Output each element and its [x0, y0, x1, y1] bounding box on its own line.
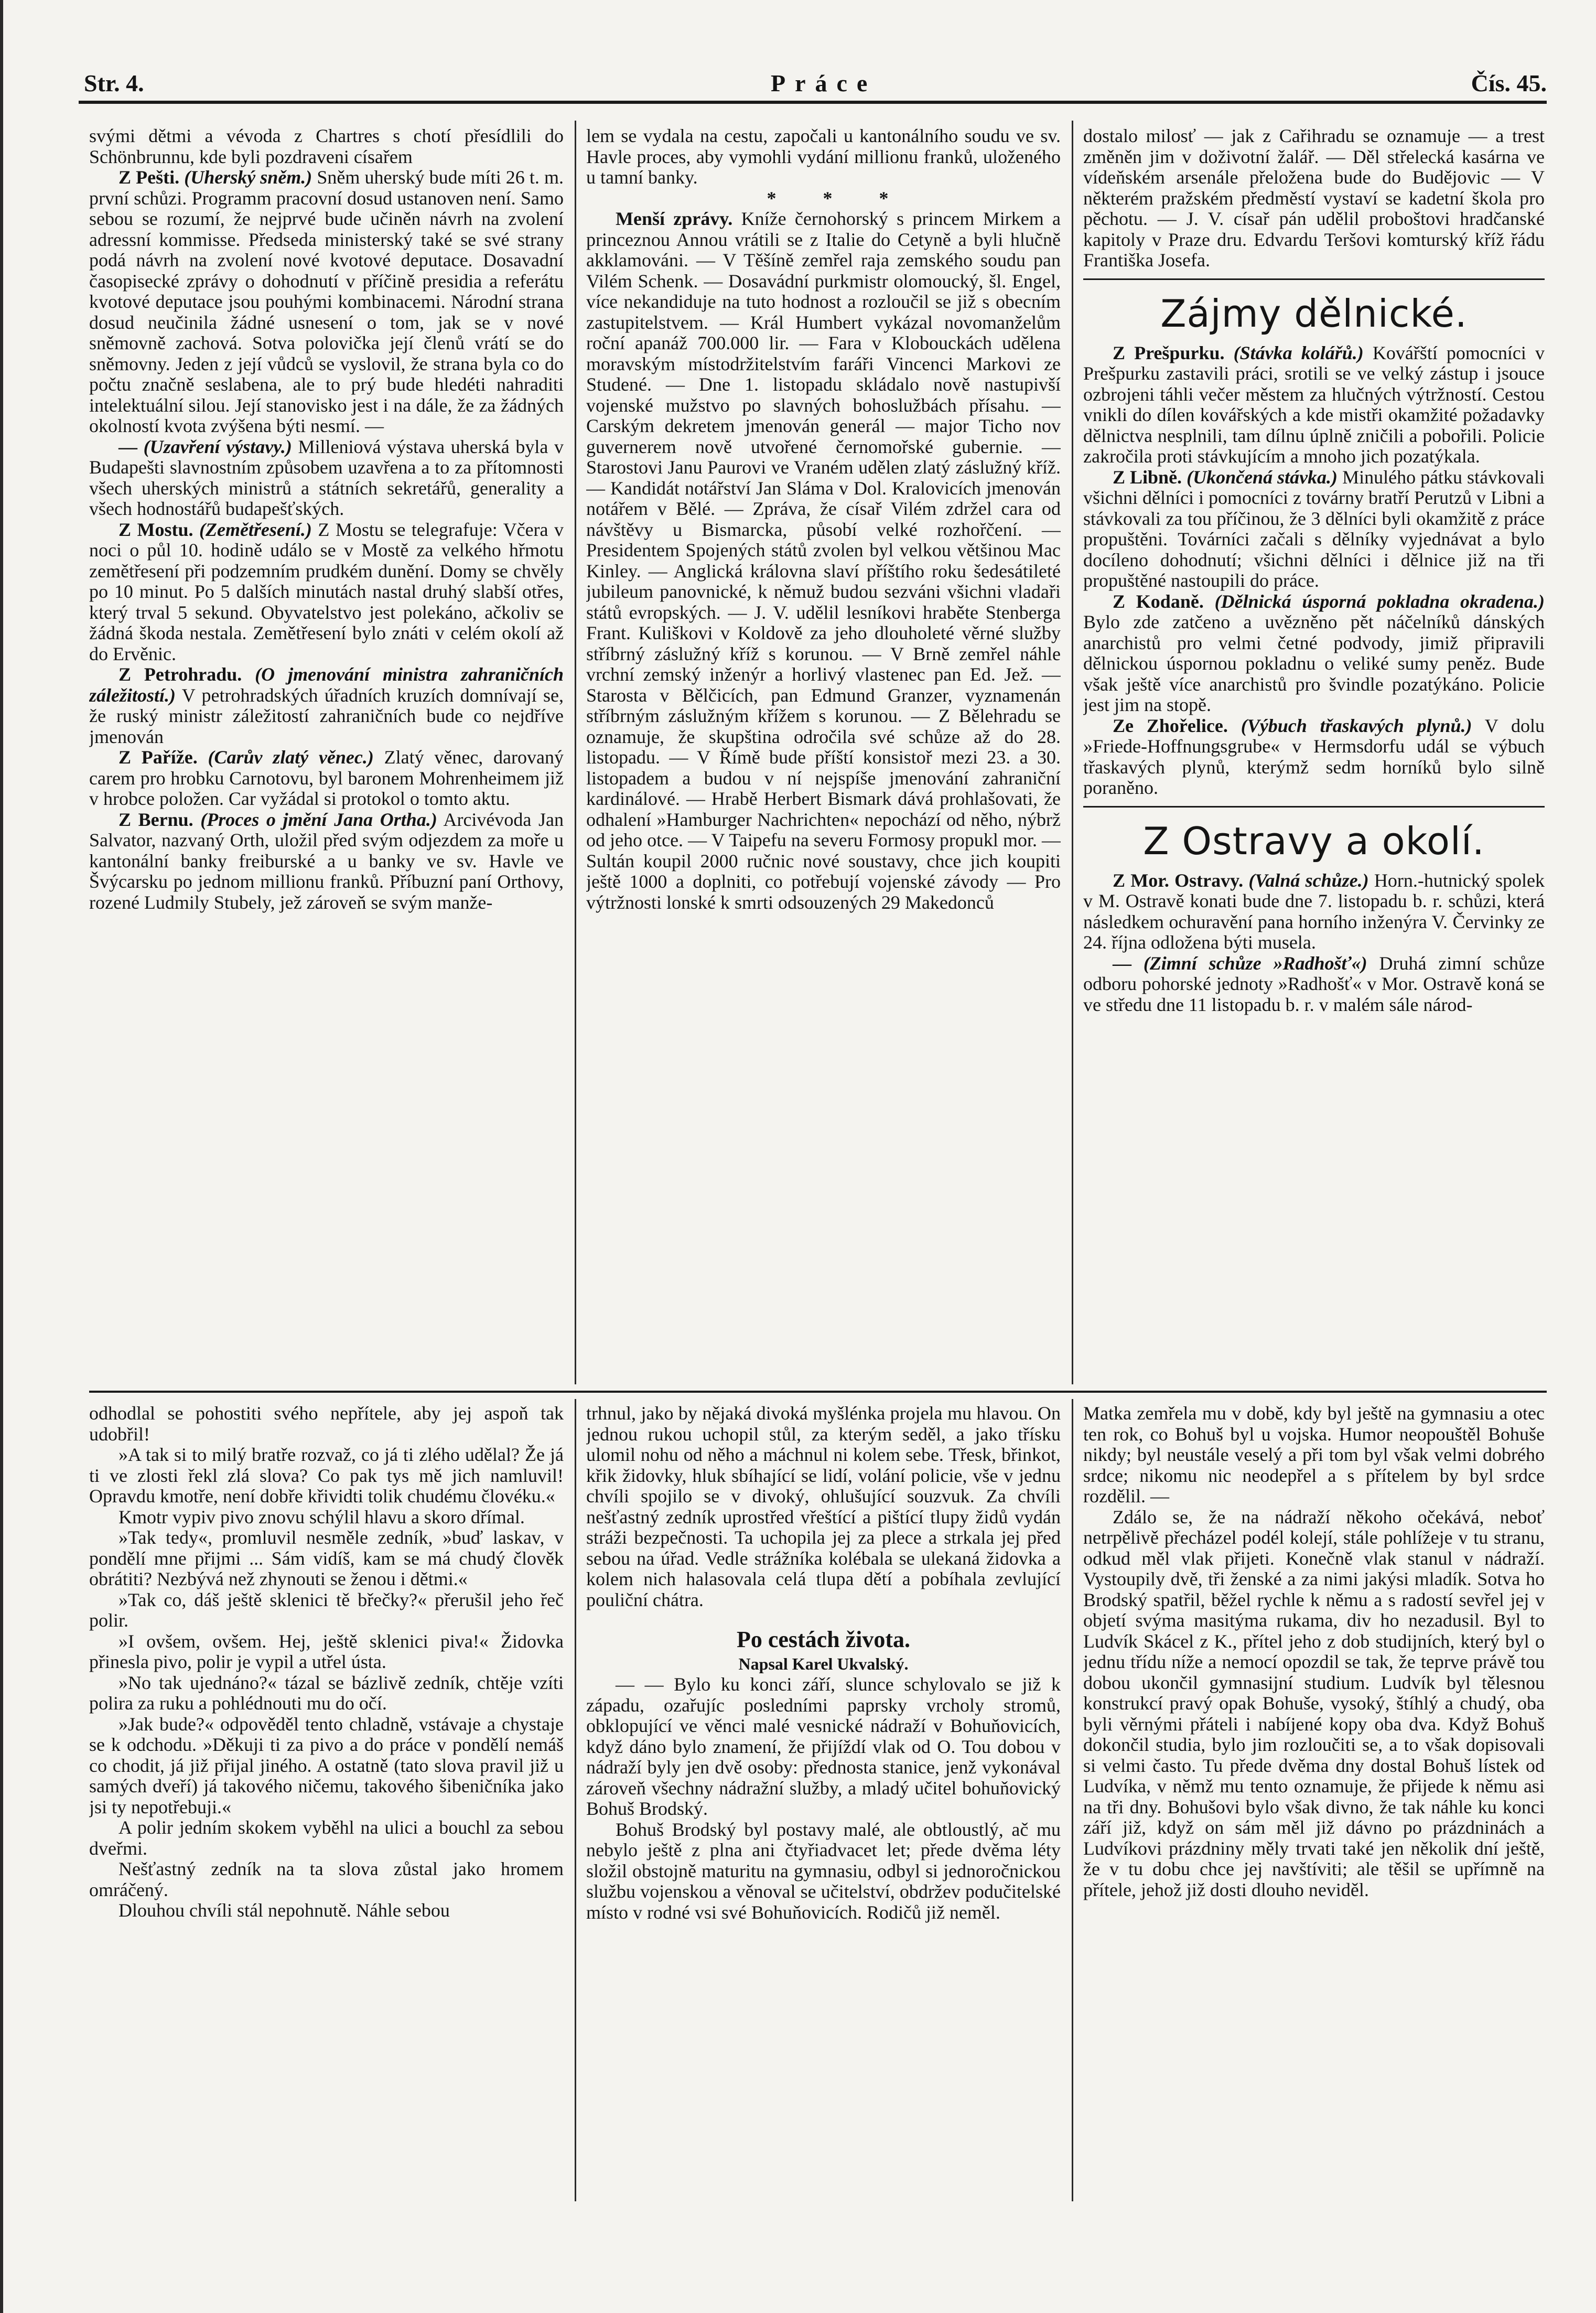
story-paragraph: »I ovšem, ovšem. Hej, ještě sklenici piva!« Židovka přinesla pivo, polir je vypil a utřel ústa. — [89, 1630, 564, 1672]
story-paragraph: »Tak co, dáš ještě sklenici tě břečky?« přerušil jeho řeč polir. — [89, 1589, 564, 1631]
news-item-text: lem se vydala na cestu, započali u kantonálního soudu ve sv. Havle proces, aby vymohli vydání millionu franků, uloženého u tamní banky. — [586, 126, 1061, 188]
news-item-text: Milleniová výstava uherská byla v Budapešti slavnostním způsobem uzavřena a to za přítomnosti všech uherských ministrů a státních sekretářů, generality a všech hodnostářů budapešťských. — [89, 436, 564, 519]
issue-number: Čís. 45. — [1471, 70, 1547, 96]
news-item-title: (Uherský sněm.) — [184, 167, 312, 188]
news-item-text: Horn.-hutnický spolek v M. Ostravě konati bude dne 7. listopadu b. r. schůzi, která následkem ochuravění pana horního inženýra V. Červinky ze 24. října odložena býti musela. — [1083, 869, 1545, 953]
story-byline: Napsal Karel Ukvalský. — [738, 1654, 909, 1673]
news-item-title: (Valná schůze.) — [1248, 869, 1369, 891]
news-item-title: (Carův zlatý věnec.) — [208, 747, 374, 768]
news-item-dateline: — — [118, 436, 137, 457]
news-item-text: Zlatý věnec, darovaný carem pro hrobku Carnotovu, byl baronem Mohrenheimem již v hrobce položen. Car vyžádal si protokol o tomto aktu. — [89, 747, 564, 809]
story-divider-rule — [89, 1391, 1547, 1393]
column-divider-2 — [1072, 121, 1073, 1384]
page-header — [84, 69, 1547, 101]
news-column-3 — [1083, 126, 1545, 1384]
news-item-text: Z Mostu se telegrafuje: Včera v noci o půl 10. hodině událo se v Mostě za velkého hřmotu zemětřesení při podzemním prudkém dunění. Domy se chvěly po 10 minut. Po 5 dalších minutách nastal druhý slabší otřes, který trval 5 sekund. Obyvatelstvo jest polekáno, ačkoliv se žádná škoda nestala. Zemětřesení bylo znáti v celém okolí až do Ervěnic. — [89, 519, 564, 664]
news-item — [1083, 591, 1545, 716]
news-item-text: Sněm uherský bude míti 26 t. m. první schůzi. Programm pracovní dosud ustanoven není. Samo sebou se rozumí, že nejprvé bude učiněn návrh na zvolení adressní kommisse. Předseda ministerský také se své strany podá návrh na zvolení nové kvotové deputace. Dosavadní časopisecké zprávy o dohodnutí v příčině presidia a referátu kvotové deputace jsou pouhými kombinacemi. Národní strana dosud neučinila žádné usnesení o tom, jak se v nové sněmovně zachová. Sotva polovička její členů vrátí se do sněmovny. Jeden z její vůdců se vyslovil, že strana byla co do počtu značně seslabena, ale to prý bude hledéti nahraditi intelektuální silou. Její stanovisko jest i na dále, že za žádných okolností kvota zvýšena býti nesmí. — — [89, 167, 564, 436]
news-item-dateline: — — [1113, 952, 1131, 974]
news-item-dateline: Z Mor. Ostravy. — [1113, 869, 1244, 891]
story-paragraph: »Tak tedy«, promluvil nesměle zedník, »buď laskav, v pondělí mne přijmi ... Sám vidíš, kam se má chudý člověk obrátiti? Nezbývá než zhynouti se ženou i dětmi.« — [89, 1527, 564, 1589]
section-rule — [1083, 278, 1545, 280]
story-paragraph: trhnul, jako by nějaká divoká myšlénka projela mu hlavou. On jednou rukou uchopil stůl, za kterým seděl, a jako třísku ulomil nohu od něho a máchnul ni kolem sebe. Třesk, břinkot, křik židovky, hluk sbíhající se lidí, volání policie, vše v jednu chvíli spojilo se v divoký, ohlušující souzvuk. Za chvíli nešťastný zedník uprostřed vřeštící a pištící tlupy židů vydán stráži bezpečnosti. Ta uchopila jej za plece a strkala jej před sebou na úřad. Vedle strážníka kolébala se ulekaná židovka a kolem nich halasovala celá tlupa dětí a pobíhala zevlující pouliční chátra. — [586, 1403, 1061, 1610]
story-paragraph: Nešťastný zedník na ta slova zůstal jako hromem omráčený. — [89, 1858, 564, 1900]
column-divider-1 — [575, 121, 576, 1384]
news-item — [1083, 953, 1545, 1016]
news-item-dateline: Z Kodaně. — [1113, 590, 1204, 612]
news-item-title: (Uzavření výstavy.) — [143, 436, 292, 457]
news-item-dateline: Z Petrohradu. — [118, 664, 242, 685]
story-column-left — [89, 1403, 564, 2200]
news-item-text: Bylo zde zatčeno a uvězněno pět náčelníků dánských anarchistů pro velmi četné podvody, jimiž připravili dělnickou úspornou pokladnu o veliké sumy peněz. Bude však ještě více anarchistů pro švindle pozatýkáno. Policie jest jim na stopě. — [1083, 611, 1545, 715]
news-item — [586, 209, 1061, 913]
news-item-title: (Zimní schůze »Radhošť«) — [1143, 952, 1367, 974]
header-rule — [79, 101, 1547, 104]
news-item — [1083, 467, 1545, 591]
column-divider-4 — [1072, 1399, 1073, 2201]
story-title: Po cestách života. — [736, 1627, 911, 1652]
story-column-middle — [586, 1403, 1061, 2200]
news-item-text: Druhá zimní schůze odboru pohorské jednoty »Radhošť« v Mor. Ostravě koná se ve středu dne 11 listopadu b. r. v malém sále národ- — [1083, 952, 1545, 1015]
news-item-title: (Dělnická úsporná pokladna okradena.) — [1214, 590, 1545, 612]
news-item-text: svými dětmi a vévoda z Chartres s chotí přesídlili do Schönbrunnu, kde byli pozdraveni císařem — [89, 126, 564, 167]
news-item-dateline: Z Bernu. — [118, 809, 193, 830]
story-paragraph: Kmotr vypiv pivo znovu schýlil hlavu a skoro dřímal. — [118, 1506, 525, 1527]
news-item — [89, 810, 564, 913]
news-item — [89, 664, 564, 747]
news-column-1 — [89, 126, 564, 1384]
story-paragraph: Bohuš Brodský byl postavy malé, ale obtloustlý, ač mu nebylo ještě z plna ani čtyřiadvacet let; přede dvěma léty složil obstojně maturitu na gymnasiu, odbyl si jednoročnickou službu vojenskou a věnoval se učitelství, obdržev podučitelské místo v rodné vsi své Bohuňovicích. Rodičů již neměl. — [586, 1819, 1061, 1923]
news-item-title: (O jmenování ministra zahraničních záležitostí.) — [89, 664, 564, 706]
news-item-title: (Stávka kolářů.) — [1233, 342, 1364, 363]
news-item-text: Minulého pátku stávkovali všichni dělníci i pomocníci z továrny bratří Perutzů v Libni a stávkovali za tou příčinou, že 3 dělníci byli okamžitě z práce propuštěni. Továrníci začali s dělníky vyjednávat a bylo docíleno dohodnutí; všichni dělníci i dělnice již na tři propuštěné nastoupili do práce. — [1083, 466, 1545, 591]
news-item — [1083, 870, 1545, 953]
news-item-text: V petrohradských úřadních kruzích domnívají se, že ruský ministr záležitostí zahraničních bude co nejdříve jmenován — [89, 684, 564, 747]
news-item — [586, 126, 1061, 188]
story-paragraph: — — Bylo ku konci září, slunce schylovalo se již k západu, ozařujíc posledními paprsky vrcholy stromů, obklopující ve věnci malé vesnické nádraží v Bohuňovicích, když dáno bylo znamení, že přijíždí vlak od O. Tou dobou v nádraží byly jen dvě osoby: přednosta stanice, jenž vykonával zároveň všechny nádražní služby, a mladý učitel bohuňovický Bohuš Brodský. — [586, 1674, 1061, 1819]
story-paragraph: Matka zemřela mu v době, kdy byl ještě na gymnasiu a otec ten rok, co Bohuš byl u vojska. Humor neopouštěl Bohuše nikdy; byl neustále veselý a při tom byl však velmi dobrého srdce; nikomu nic neodepřel a s přítelem by byl srdce rozdělil. — — [1083, 1403, 1545, 1507]
news-item-title: (Proces o jmění Jana Ortha.) — [200, 809, 437, 830]
story-paragraph: odhodlal se pohostiti svého nepřítele, aby jej aspoň tak udobřil! — [89, 1403, 564, 1445]
story-paragraph: »Jak bude?« odpověděl tento chladně, vstávaje a chystaje se k odchodu. »Děkuji ti za pivo a do práce v pondělí nemáš co chodit, já již přijal jiného. A ostatně (tato slova pravil již u samých dveří) já takového ničemu, takového šibeničníka jako jsi ty nepotřebuji.« — [89, 1713, 564, 1817]
news-item-dateline: Z Pešti. — [118, 167, 180, 188]
story-paragraph: A polir jedním skokem vyběhl na ulici a bouchl za sebou dveřmi. — [89, 1817, 564, 1859]
news-item-text: V dolu »Friede-Hoffnungsgrube« v Hermsdorfu udál se výbuch třaskavých plynů, kterýmž sedm horníků bylo silně poraněno. — [1083, 715, 1545, 798]
news-item-dateline: Z Libně. — [1113, 466, 1182, 488]
news-item-text: Arcivévoda Jan Salvator, nazvaný Orth, uložil před svým odjezdem za moře u kantonální banky freiburské a u banky ve sv. Havle ve Švýcarsku po jednom millionu franků. Příbuzní paní Orthovy, rozené Ludmily Stubely, jež zároveň se svým manže- — [89, 809, 564, 913]
news-item — [1083, 716, 1545, 799]
column-3-continuation: dostalo milosť — jak z Cařihradu se oznamuje — a trest změněn jim v doživotní žalář. — Děl střelecká kasárna ve vídeňském arsenále přeložena bude do Budějovic — V některém pražském předměstí vystaví se kadetní škola pro pěchotu. — J. V. císař pán udělil proboštovi hradčanské kapitoly v Praze dru. Edvardu Teršovi komturský kříž řádu Františka Josefa. — [1083, 126, 1545, 271]
news-column-2 — [586, 126, 1061, 1384]
news-item-dateline: Z Paříže. — [118, 747, 198, 768]
news-item — [89, 520, 564, 665]
news-item-dateline: Z Mostu. — [118, 519, 193, 540]
page-number: Str. 4. — [84, 70, 144, 96]
story-column-right — [1083, 1403, 1545, 2200]
story-paragraph: »A tak si to milý bratře rozvaž, co já ti zlého udělal? Že já ti ve zlosti řekl zlá slova? Co pak tys mě jich namluvil! Opravdu kmotře, není dobře křividti tolik chudému človéku.« — [89, 1444, 564, 1507]
paper-title: Práce — [771, 70, 877, 96]
news-item — [89, 747, 564, 810]
section-heading-labor: Zájmy dělnické. — [1160, 291, 1468, 336]
story-paragraph: Dlouhou chvíli stál nepohnutě. Náhle sebou — [118, 1900, 450, 1921]
news-item-text: Kníže černohorský s princem Mirkem a princeznou Annou vrátili se z Italie do Cetyně a byli hlučně akklamováni. — V Těšíně zemřel raja zemského soudu pan Vilém Schenk. — Dosavádní purkmistr olomoucký, šl. Engel, více nekandiduje na tuto hodnost a rozloučil se již s obecním zastupitelstvem. — Král Humbert vykázal novomanželům roční apanáž 700.000 lir. — Fara v Klobouckách udělena moravským místodržitelstvím faráři Vincenci Markovi ze Studené. — Dne 1. listopadu skládalo nově nastupivší vojenské mužstvo po slavných bohoslužbách přísahu. — Carským dekretem jmenován generál — major Ticho nov guvernerem nově utvořené černomořské gubernie. — Starostovi Janu Paurovi ve Vraném udělen zlatý záslužný kříž. — Kandidát notářství Jan Sláma v Dol. Kralovicích jmenován notářem v Bělé. — Zpráva, že císař Vilém zdržel cara od návštěvy u Bismarcka, působí velké rozhořčení. — Presidentem Spojených států zvolen byl velkou většinou Mac Kinley. — Anglická královna slaví příštího roku šedesátileté jubileum panovnické, k němuž budou sezváni všichni vladaři států evropských. — J. V. udělil lesníkovi hraběte Stenberga Frant. Kuliškovi v Koldově za jeho dlouholeté věrné služby stříbrný záslužný kříž s korunou. — V Brně zemřel náhle vrchní zemský inženýr a horlivý vlastenec pan Ed. Jež. — Starosta v Bělčicích, pan Edmund Granzer, vyznamenán stříbrným záslužným křížem s korunou. — Z Bělehradu se oznamuje, že skupština odročila své schůze až do 28. listopadu. — V Římě bude příští konsistoř mezi 23. a 30. listopadem a budou v ní nejspíše jmenování zahraniční kardinálové. — Hrabě Herbert Bismark dává prohlašovati, že odhalení »Hamburger Nachrichten« nepochází od něho, nýbrž od jeho otce. — V Taipefu na severu Formosy propukl mor. — Sultán koupil 2000 ručnic nové soustavy, chce jich koupiti ještě 1000 a doplniti, co potřebují vojenské závody — Pro výtržnosti lonské k smrti odsouzených 29 Makedonců — [586, 208, 1061, 913]
news-item — [89, 126, 564, 167]
news-item-dateline: Z Prešpurku. — [1113, 342, 1225, 363]
news-item — [1083, 343, 1545, 467]
story-paragraph: »No tak ujednáno?« tázal se bázlivě zedník, chtěje vzíti polira za ruku a pohlédnouti mu do očí. — [89, 1672, 564, 1714]
column-divider-3 — [575, 1399, 576, 2201]
news-item-title: (Ukončená stávka.) — [1187, 466, 1338, 488]
story-paragraph: Zdálo se, že na nádraží někoho očekává, neboť netrpělivě přecházel podél kolejí, stále pohlížeje v tu stranu, odkud měl vlak přijeti. Konečně vlak stanul v nádraží. Vystoupily dvě, tři ženské a za nimi jakýsi mladík. Sotva ho Brodský spatřil, běžel rychle k němu a s radostí sevřel jej v objetí svýma masitýma rukama, div ho nezadusil. Byl to Ludvík Skácel z K., přítel jeho z dob studijních, který byl o jednu třídu níže a nemocí opozdil se tak, že teprve právě tou dobou ukončil gymnasijní studium. Ludvík byl tělesnou konstrukcí pravý opak Bohuše, vysoký, štíhlý a chudý, oba byli věrnými přáteli i nabíjené kopy oba dva. Když Bohuš dokončil studia, bylo jim rozloučiti se, a to však dopisovali si velmi často. Tu přede dvěma dny dostal Bohuš lístek od Ludvíka, v němž mu tento oznamuje, že přijede k němu asi na tři dny. Bohušovi bylo však divno, že tak náhle ku konci září již, když on sám měl již dávno po prázdninách a Ludvíkovi prázdniny měly trvati také jen několik dní ještě, že v tu dobu chce jej navštíviti; ale těšil se upřímně na přítele, jehož již dosti dlouho neviděl. — [1083, 1506, 1545, 1900]
news-item — [89, 437, 564, 520]
news-item-text: Kovářští pomocníci v Prešpurku zastavili práci, srotili se ve velký zástup i jsouce ozbrojeni táhli večer městem za hlučných výtržností. Cestou vnikli do dílen kovářských a kde mistři okamžité požadavky dělnictva nesplnili, tam dílnu úplně zničili a pobořili. Policie zakročila proti stávkujícím a mnoho jich pozatýkala. — [1083, 342, 1545, 467]
news-item-title: (Zemětřesení.) — [199, 519, 312, 540]
news-item-title: (Výbuch třaskavých plynů.) — [1241, 715, 1472, 736]
news-item — [89, 167, 564, 437]
news-item-dateline: Ze Zhořelice. — [1113, 715, 1228, 736]
news-item-dateline: Menší zprávy. — [616, 208, 733, 229]
separator-stars: * * * — [767, 187, 910, 209]
section-heading-ostrava: Z Ostravy a okolí. — [1143, 819, 1485, 863]
section-rule — [1083, 806, 1545, 808]
